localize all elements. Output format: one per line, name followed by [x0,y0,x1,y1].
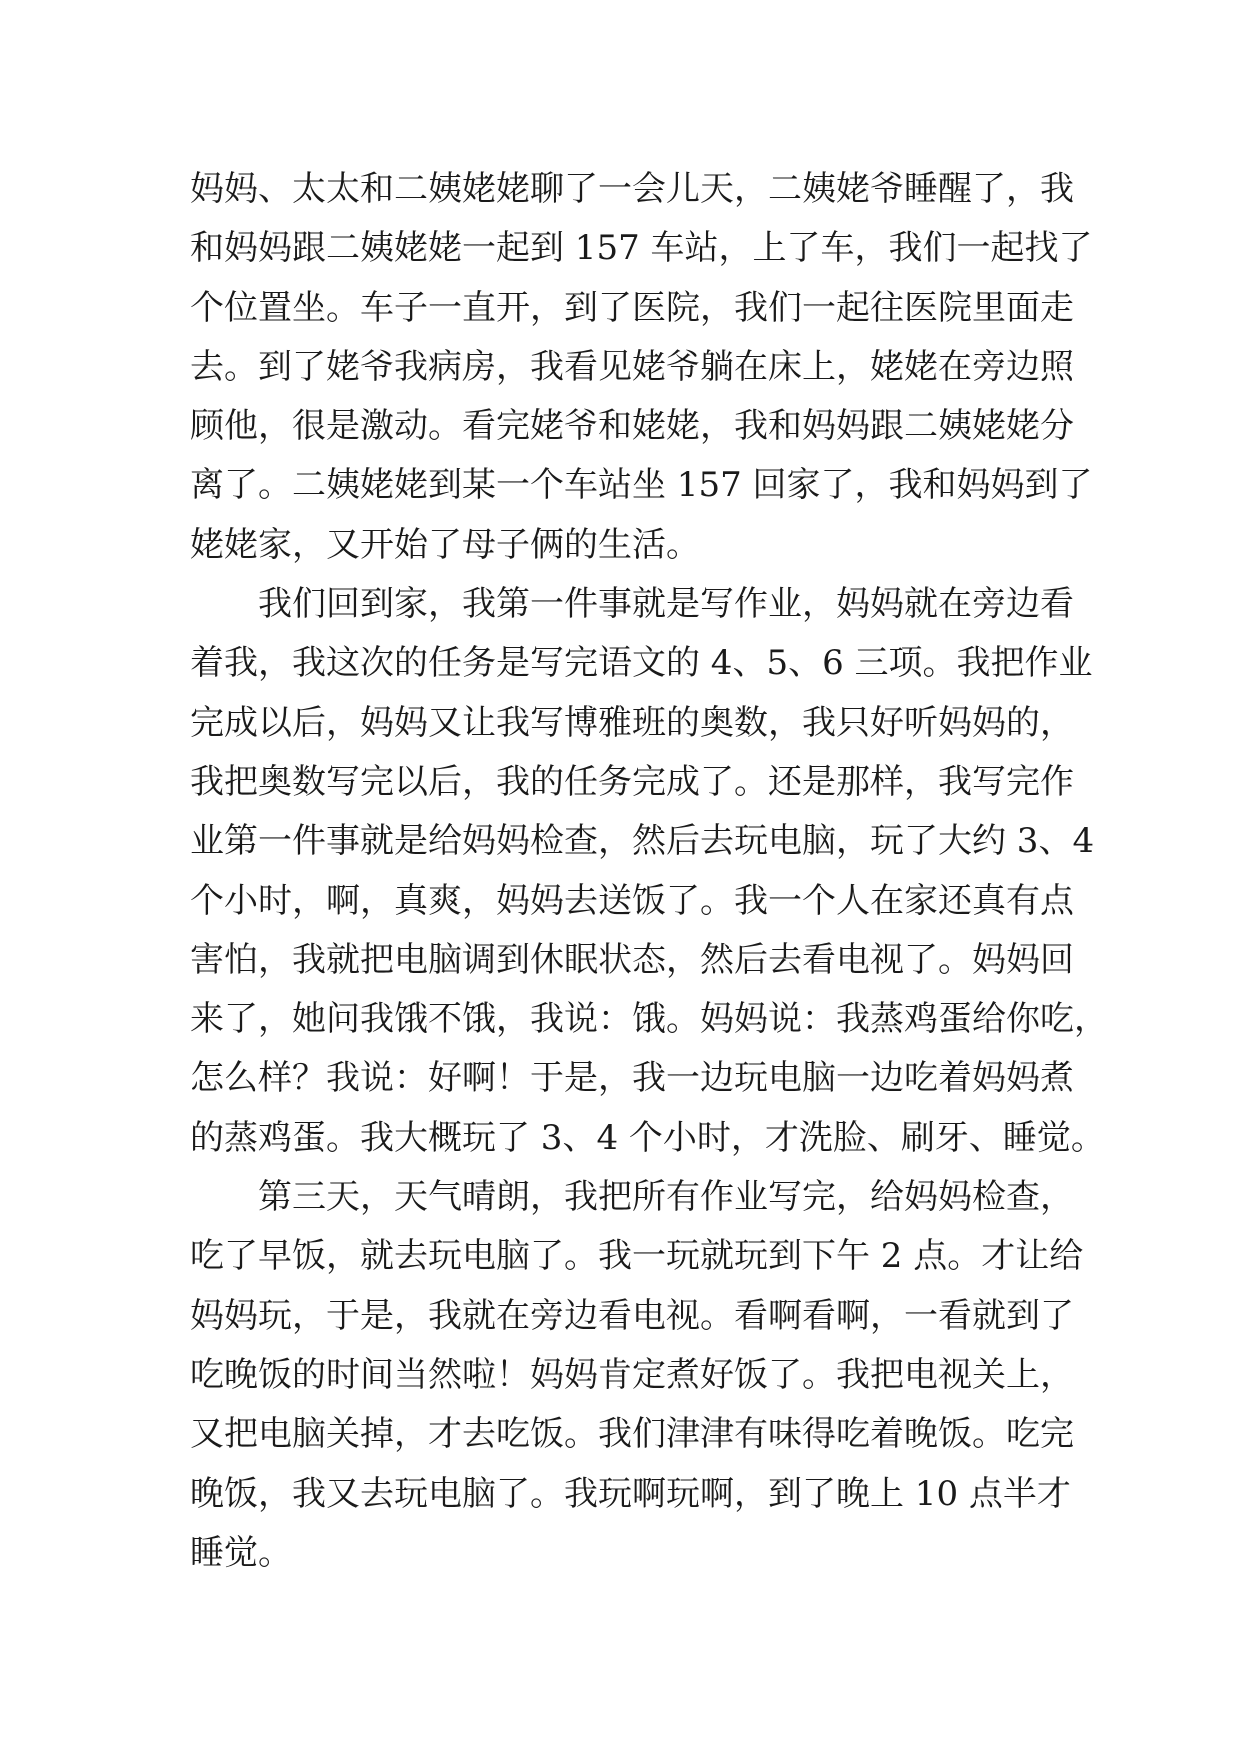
text-line: 晚饭，我又去玩电脑了。我玩啊玩啊，到了晚上 10 点半才 [190,1473,1071,1514]
text-line: 的蒸鸡蛋。我大概玩了 3、4 个小时，才洗脸、刷牙、睡觉。 [190,1117,1105,1158]
text-line: 吃晚饭的时间当然啦！妈妈肯定煮好饭了。我把电视关上， [190,1354,1074,1395]
text-line: 害怕，我就把电脑调到休眠状态，然后去看电视了。妈妈回 [190,939,1074,980]
text-line: 怎么样？我说：好啊！于是，我一边玩电脑一边吃着妈妈煮 [190,1058,1074,1099]
text-line: 我们回到家，我第一件事就是写作业，妈妈就在旁边看 [258,584,1074,625]
text-line: 第三天，天气晴朗，我把所有作业写完，给妈妈检查， [258,1177,1074,1218]
text-line: 吃了早饭，就去玩电脑了。我一玩就玩到下午 2 点。才让给 [190,1236,1084,1277]
text-line: 个位置坐。车子一直开，到了医院，我们一起往医院里面走 [190,287,1074,328]
text-line: 又把电脑关掉，才去吃饭。我们津津有味得吃着晚饭。吃完 [190,1414,1074,1455]
paragraph-2 [190,575,1108,1168]
paragraph-3 [190,1168,1084,1583]
text-line: 妈妈、太太和二姨姥姥聊了一会儿天，二姨姥爷睡醒了，我 [190,169,1074,209]
text-line: 业第一件事就是给妈妈检查，然后去玩电脑，玩了大约 3、4 [190,821,1095,862]
text-line: 和妈妈跟二姨姥姥一起到 157 车站，上了车，我们一起找了 [190,228,1093,269]
text-line: 我把奥数写完以后，我的任务完成了。还是那样，我写完作 [190,761,1074,802]
text-line: 个小时，啊，真爽，妈妈去送饭了。我一个人在家还真有点 [190,880,1074,921]
text-line: 着我，我这次的任务是写完语文的 4、5、6 三项。我把作业 [190,643,1093,684]
text-line: 顾他，很是激动。看完姥爷和姥姥，我和妈妈跟二姨姥姥分 [190,406,1074,447]
paragraph-1 [190,160,1093,575]
text-line: 姥姥家，又开始了母子俩的生活。 [190,524,700,565]
text-line: 睡觉。 [190,1532,292,1573]
text-line: 完成以后，妈妈又让我写博雅班的奥数，我只好听妈妈的， [190,702,1074,743]
text-line: 离了。二姨姥姥到某一个车站坐 157 回家了，我和妈妈到了 [190,465,1093,506]
text-line: 妈妈玩，于是，我就在旁边看电视。看啊看啊，一看就到了 [190,1295,1074,1336]
text-line: 去。到了姥爷我病房，我看见姥爷躺在床上，姥姥在旁边照 [190,346,1074,387]
text-line: 来了，她问我饿不饿，我说：饿。妈妈说：我蒸鸡蛋给你吃， [190,999,1108,1040]
body-text [190,160,1108,1583]
